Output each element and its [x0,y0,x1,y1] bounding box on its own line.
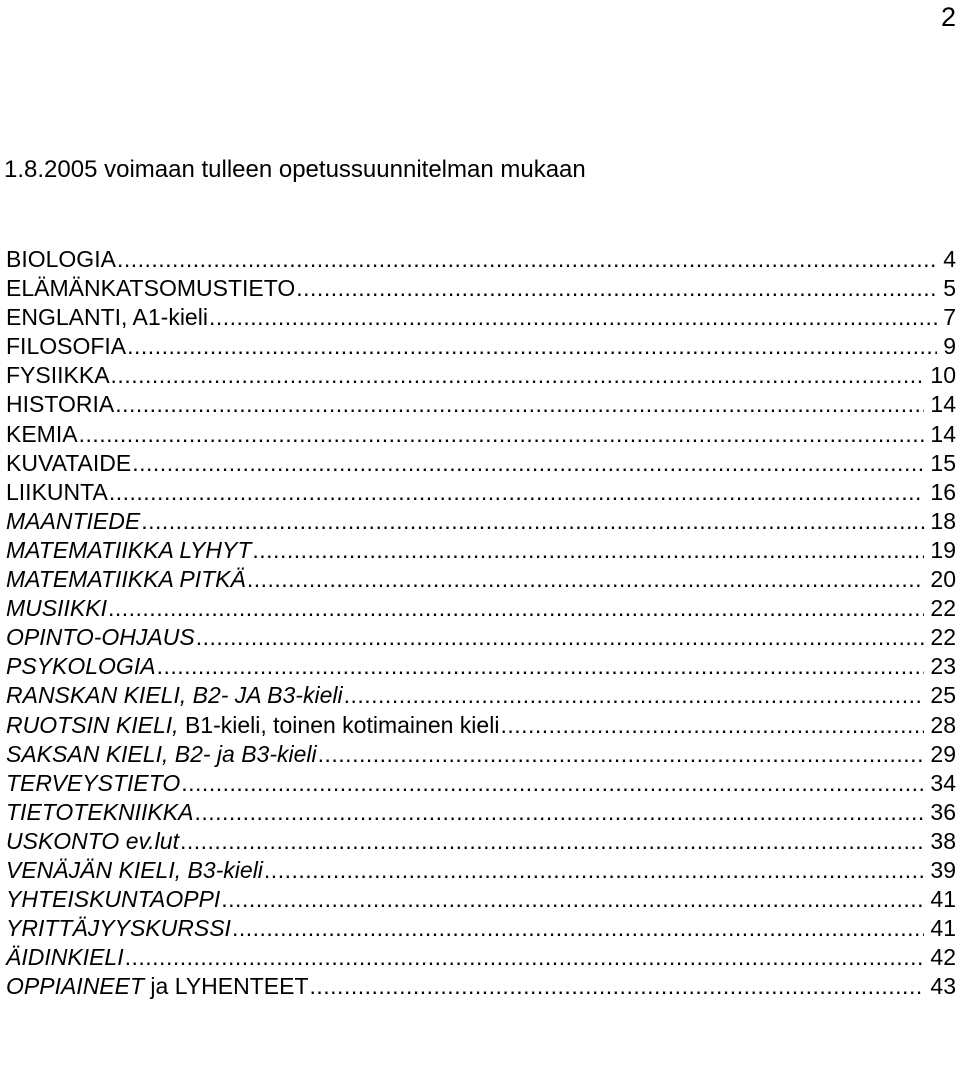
toc-entry-page: 18 [930,507,956,534]
toc-entry[interactable] [6,798,956,827]
toc-entry-page: 36 [930,798,956,825]
toc-entry[interactable] [6,245,956,274]
toc-entry-page: 10 [930,362,956,389]
toc-leader-dots [115,390,924,419]
toc-entry-title: HISTORIA [6,391,115,418]
toc-leader-dots [500,711,924,740]
toc-entry[interactable] [6,536,956,565]
toc-entry-page: 23 [930,653,956,680]
toc-entry-title-italic: OPPIAINEET [6,973,145,1000]
toc-entry-title-italic: RUOTSIN KIELI, [6,711,185,738]
toc-entry[interactable] [6,972,956,1001]
toc-entry-page: 28 [930,711,956,738]
toc-leader-dots [344,681,925,710]
toc-entry-title: RANSKAN KIELI, B2- JA B3-kieli [6,682,343,709]
toc-leader-dots [141,507,924,536]
toc-entry-page: 16 [930,478,956,505]
toc-entry-page: 22 [930,624,956,651]
table-of-contents [6,245,956,1001]
toc-entry-page: 4 [943,246,956,272]
toc-entry-title: ENGLANTI, A1-kieli [6,304,208,331]
toc-entry-page: 38 [930,827,956,854]
toc-entry-page: 7 [943,304,956,331]
toc-entry[interactable] [6,594,956,623]
toc-entry-title-upright: ja LYHENTEET [144,973,309,1000]
toc-entry[interactable] [6,827,956,856]
toc-entry-page: 22 [930,595,956,622]
toc-entry[interactable] [6,332,956,361]
toc-entry-title: MATEMATIIKKA PITKÄ [6,566,246,593]
toc-leader-dots [111,361,925,390]
toc-leader-dots [310,972,925,1001]
toc-entry-page: 14 [930,391,956,418]
toc-entry-title: ELÄMÄNKATSOMUSTIETO [6,275,296,302]
toc-leader-dots [157,652,925,681]
toc-entry-title: MAANTIEDE [6,507,141,534]
toc-leader-dots [194,798,924,827]
toc-entry-page: 43 [930,973,956,1000]
toc-entry[interactable] [6,885,956,914]
toc-entry-title: ÄIDINKIELI [6,944,124,971]
toc-leader-dots [109,478,925,507]
toc-entry-page: 42 [930,944,956,971]
toc-leader-dots [209,303,937,332]
toc-entry-title: SAKSAN KIELI, B2- ja B3-kieli [6,740,317,767]
toc-entry[interactable] [6,740,956,769]
toc-entry-title: YHTEISKUNTAOPPI [6,886,221,913]
toc-entry[interactable] [6,914,956,943]
toc-entry-title: VENÄJÄN KIELI, B3-kieli [6,856,263,883]
toc-entry[interactable] [6,943,956,972]
toc-entry-page: 39 [930,856,956,883]
toc-entry-title [6,972,309,1001]
toc-entry-title: USKONTO ev.lut [6,827,179,854]
toc-leader-dots [252,536,924,565]
toc-entry[interactable] [6,390,956,419]
toc-entry[interactable] [6,274,956,303]
toc-leader-dots [79,420,925,449]
toc-entry-title: TIETOTEKNIIKKA [6,798,194,825]
toc-entry-title: MUSIIKKI [6,595,107,622]
toc-entry-title: BIOLOGIA [6,246,116,272]
toc-entry[interactable] [6,652,956,681]
toc-entry[interactable] [6,681,956,710]
toc-leader-dots [296,274,937,303]
toc-entry[interactable] [6,769,956,798]
toc-entry-title: YRITTÄJYYSKURSSI [6,915,231,942]
toc-leader-dots [181,769,924,798]
toc-entry[interactable] [6,565,956,594]
toc-entry-title: KEMIA [6,420,78,447]
toc-entry-title: LIIKUNTA [6,478,108,505]
toc-entry-page: 41 [930,886,956,913]
toc-leader-dots [180,827,924,856]
page-number: 2 [940,2,956,32]
toc-leader-dots [125,943,925,972]
toc-entry-title: FILOSOFIA [6,333,127,360]
page-heading: 1.8.2005 voimaan tulleen opetussuunnitelman mukaan [4,156,586,183]
toc-entry[interactable] [6,420,956,449]
toc-leader-dots [247,565,925,594]
toc-entry-title: OPINTO-OHJAUS [6,624,195,651]
toc-leader-dots [264,856,924,885]
toc-leader-dots [108,594,924,623]
toc-entry-title: FYSIIKKA [6,362,110,389]
toc-entry-page: 25 [930,682,956,709]
toc-entry-page: 34 [930,769,956,796]
toc-entry[interactable] [6,303,956,332]
toc-entry-page: 5 [943,275,956,302]
toc-entry[interactable] [6,623,956,652]
toc-entry-title: PSYKOLOGIA [6,653,156,680]
toc-entry[interactable] [6,856,956,885]
toc-entry-title-upright: B1-kieli, toinen kotimainen kieli [184,711,500,738]
toc-entry[interactable] [6,711,956,740]
toc-entry-page: 19 [930,536,956,563]
toc-leader-dots [232,914,924,943]
toc-leader-dots [127,332,937,361]
toc-entry[interactable] [6,507,956,536]
toc-entry-title: TERVEYSTIETO [6,769,181,796]
toc-entry-title: MATEMATIIKKA LYHYT [6,536,252,563]
toc-entry-page: 15 [930,449,956,476]
toc-entry-page: 41 [930,915,956,942]
toc-entry-page: 20 [930,566,956,593]
toc-leader-dots [221,885,924,914]
toc-leader-dots [318,740,925,769]
toc-entry-page: 9 [943,333,956,360]
toc-leader-dots [132,449,924,478]
toc-entry-page: 14 [930,420,956,447]
toc-entry-page: 29 [930,740,956,767]
toc-entry-title [6,711,499,740]
toc-leader-dots [196,623,925,652]
toc-entry-title: KUVATAIDE [6,449,132,476]
toc-leader-dots [117,245,937,274]
toc-entry[interactable] [6,449,956,478]
toc-entry[interactable] [6,361,956,390]
toc-entry[interactable] [6,478,956,507]
